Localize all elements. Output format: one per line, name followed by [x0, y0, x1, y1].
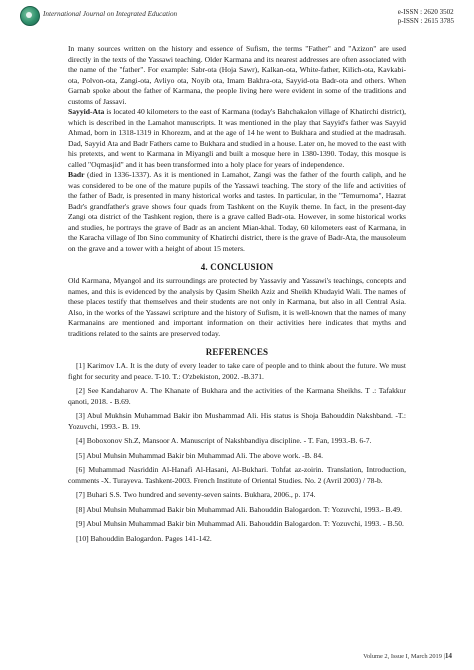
reference-item: [5] Abul Muhsin Muhammad Bakir bin Muhammad Ali. The above work. -B. 84.: [76, 450, 324, 460]
eissn: e-ISSN : 2620 3502: [397, 8, 454, 16]
conclusion-paragraph: Old Karmana, Myangol and its surroundings are protected by Yassaviy and Yassawi's teachings, concepts and names, and this is evidenced by the analysis by Qasim Sheikh Aziz and Sheikh Khudayid Wali. The names of these places testify that themselves and their students are not only in Karmana, but also in all Central Asia. Also, in the works of the Yassawi scripture and the history of Sufism, it is well-known that the names of many Karmanains are mentioned and important information on their activities here indicates that myths and traditions related to the saints are preserved today.: [68, 276, 406, 338]
article-body: [68, 44, 406, 548]
sayyid-ata-text: is located 40 kilometers to the east of Karmana (today's Bahchakalon village of Khatirchi district), which is described in the Lamahot manuscripts. It was mentioned in the play that Sayyid's father was Sayyid Ahmad, born in 1318-1319 in Khorezm, and at the age of 14 he went to Bukhara and studied at the madrasah. Dad, Sayyid Ata and Badr Fathers came to Bukhara and studied in a house. Later on, he moved to the east with his pretexts, and went to Karmana in Miyangli and built a mosque here in 1380-1390. Today, this mosque is called "Oqmasjid" and it has been transformed into a holy place for years of independence.: [68, 107, 406, 169]
paragraph-sayyid-ata: [68, 107, 406, 170]
reference-item: [1] Karimov I.A. It is the duty of every leader to take care of people and to think about the future. We must fight for security and peace. T-10. T.: O'zbekiston, 2002. -B.371.: [68, 361, 406, 381]
reference-item: [7] Buhari S.S. Two hundred and seventy-seven saints. Bukhara, 2006., p. 174.: [76, 490, 316, 499]
reference-item: [6] Muhammad Nasriddin Al-Hanafi Al-Hasani, Al-Bukhari. Tohfat az-zoirin. Translation, Introduction, comments -X. Turayeva. Tashkent-2003. French Institute of Oriental Studies. No. 2 (Avril 2003) / 78-b.: [68, 465, 406, 485]
issn-block: [398, 8, 454, 26]
paragraph-fathers: In many sources written on the history and essence of Sufism, the terms "Father" and "Azizon" are used directly in the texts of the Yassawi teaching. Older Karmana and its nearest addresses are often associated with the name of the "father". For example: Sabr-ota (Hoja Sawr), Kalkan-ota, White-father, Kilich-ota, Kavkabi-ota, Polvon-ota, Zangi-ota, Avliyo ota, Noyib ota, Imam Bakhra-ota, Sayyid-ota Badr-ota and others. When Garnab spoke about the father of Karmana, the people living here were evident in some of the traditions and customs of Jassavi.: [68, 44, 406, 106]
reference-item: [8] Abul Muhsin Muhammad Bakir bin Muhammad Ali. Bahouddin Balogardon. T: Yozuvchi, 1993.- B.49.: [76, 504, 402, 514]
references-list: [68, 361, 406, 544]
reference-item: [9] Abul Muhsin Muhammad Bakir bin Muhammad Ali. Bahouddin Balogardon. T: Yozuvchi, 1993. - B.50.: [76, 519, 404, 528]
page-number: 14: [444, 652, 452, 660]
reference-item: [10] Bahouddin Balogardon. Pages 141-142.: [76, 533, 212, 543]
reference-item: [4] Boboxonov Sh.Z, Mansoor A. Manuscript of Nakshbandiya discipline. - T. Fan, 1993.-B. 6-7.: [76, 436, 372, 445]
badr-text: (died in 1336-1337). As it is mentioned in Lamahot, Zangi was the father of the fourth caliph, and he was considered to be one of the mature pupils of the Yassawi teaching. The story of the life and activities of the father of Badr, is presented in many historical works and tastes. In particular, in the "Temurnoma", Hazrat Badr's grandfather's grave shows four quads from Tashkent on the Kuyik theme. In fact, in the present-day Zangi ota district of the Tashkent region, there is a grave called Badr-ota. However, in some historical works and studies, he portrays the grave of Badr as an ancient Mian-khal. Today, 60 kilometers east of Karmana, in the Karacha village of Ibn Sino community of Khatirchi district, there is the grave of Badr-Ata, the mausoleum on the grave and a tower with a height of about 15 meters.: [68, 170, 406, 253]
reference-item: [3] Abul Mukhsin Muhammad Bakir ibn Mushammad Ali. His status is Shoja Bahouddin Nakshband. -T.: Yozuvchi, 1993.- B. 19.: [68, 411, 406, 431]
references-heading: REFERENCES: [205, 347, 269, 357]
badr-lead: Badr: [68, 170, 85, 179]
sayyid-ata-lead: Sayyid-Ata: [68, 107, 105, 116]
page-footer: [363, 652, 452, 660]
reference-item: [2] See Kandaharov A. The Khanate of Bukhara and the activities of the Karmana Sheikhs. T .: Tafakkur qanoti, 2018. - B.69.: [68, 386, 406, 406]
page-header: [0, 0, 474, 40]
volume-info: Volume 2, Issue I, March 2019 |: [363, 653, 445, 660]
paragraph-badr: [68, 170, 406, 254]
conclusion-heading: 4. CONCLUSION: [200, 262, 274, 272]
journal-logo-icon: [20, 6, 40, 26]
journal-title: International Journal on Integrated Education: [43, 10, 178, 18]
pissn: p-ISSN : 2615 3785: [397, 17, 454, 25]
